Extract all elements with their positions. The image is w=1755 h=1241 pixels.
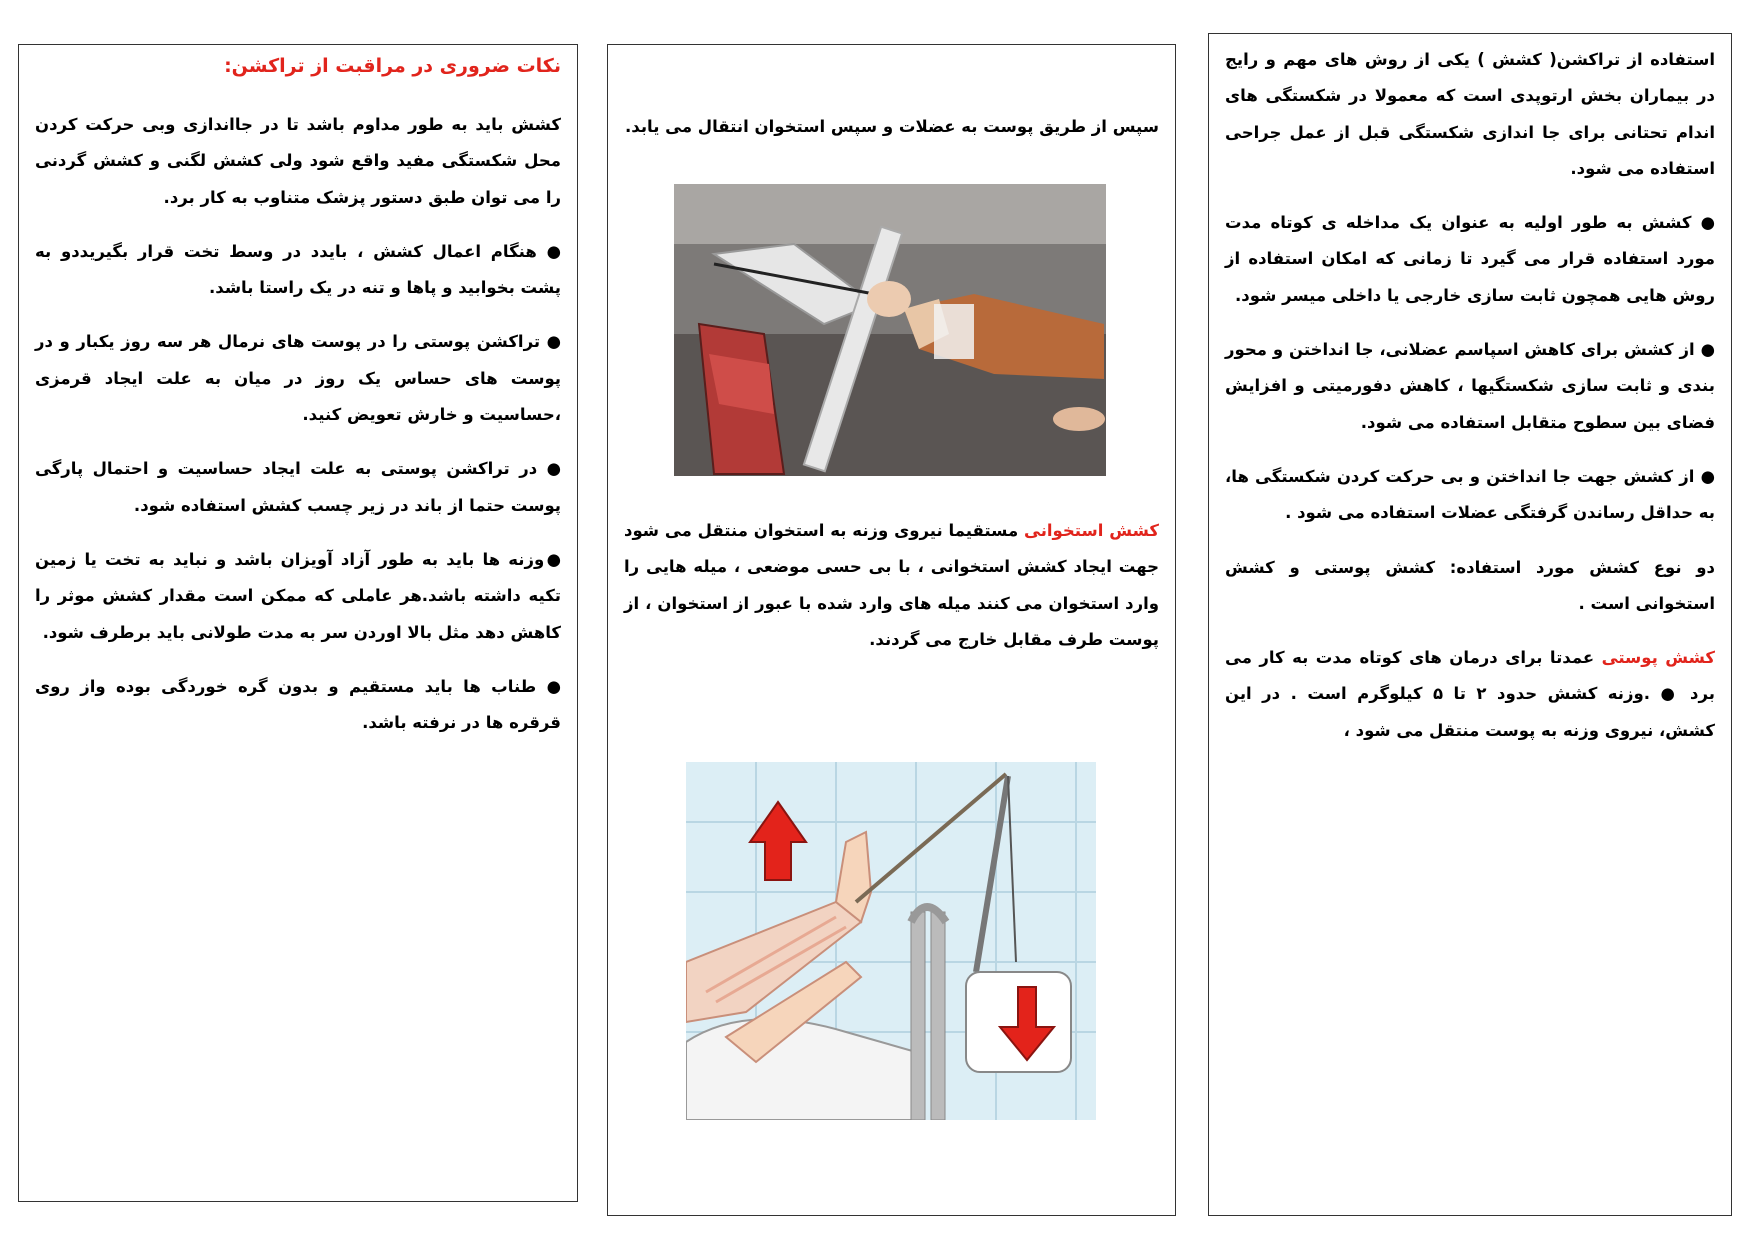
right-paragraph-1: استفاده از تراکشن( کشش ) یکی از روش های مهم و رایج در بیماران بخش ارتوپدی است که معمولا در شکستگی های اندام تحتانی برای جا اندازی شکستگی قبل از عمل جراحی استفاده می شود.	[1225, 50, 1715, 178]
traction-photo	[674, 184, 1106, 476]
left-paragraph-1: کشش باید به طور مداوم باشد تا در جااندازی وبی حرکت کردن محل شکستگی مفید واقع شود ولی کشش لگنی و کشش گردنی را می توان طبق دستور پزشک متناوب به کار برد.	[35, 115, 561, 207]
left-paragraph-5: ●وزنه ها باید به طور آزاد آویزان باشد و نباید به تخت یا زمین تکیه داشته باشد.هر عاملی که ممکن است مقدار کشش موثر را کاهش دهد مثل بالا اوردن سر به مدت طولانی باید برطرف شود.	[35, 549, 561, 642]
left-column-panel	[18, 44, 578, 1202]
skin-traction-text: عمدتا برای درمان های کوتاه مدت به کار می برد ● .وزنه کشش حدود ۲ تا ۵ کیلوگرم است . در این کشش، نیروی وزنه به پوست منتقل می شود ،	[1225, 648, 1715, 740]
right-paragraph-3: ● از کشش برای کاهش اسپاسم عضلانی، جا انداختن و محور بندی و ثابت سازی شکستگیها ، کاهش دفورمیتی و افزایش فضای بین سطوح متقابل استفاده می شود.	[1225, 340, 1715, 432]
care-tips-heading: نکات ضروری در مراقبت از تراکشن:	[224, 55, 561, 77]
traction-photo-drawing	[674, 184, 1106, 476]
skin-traction-drawing	[686, 762, 1096, 1120]
left-text-block	[19, 107, 577, 741]
left-paragraph-6: ● طناب ها باید مستقیم و بدون گره خوردگی بوده واز روی قرقره ها در نرفته باشد.	[35, 676, 561, 733]
right-paragraph-2: ● کشش به طور اولیه به عنوان یک مداخله ی کوتاه مدت مورد استفاده قرار می گیرد تا زمانی که امکان استفاده از روش هایی همچون ثابت سازی خارجی یا داخلی میسر شود.	[1225, 213, 1715, 305]
right-text-block	[1209, 42, 1731, 749]
left-paragraph-2: ● هنگام اعمال کشش ، بایدد در وسط تخت قرار بگیریددو به پشت بخوابید و پاها و تنه در یک راستا باشد.	[35, 241, 561, 298]
right-paragraph-5: دو نوع کشش مورد استفاده: کشش پوستی و کشش استخوانی است .	[1225, 557, 1715, 613]
skeletal-traction-title: کشش استخوانی	[1024, 521, 1159, 540]
right-paragraph-4: ● از کشش جهت جا انداختن و بی حرکت کردن شکستگی ها، به حداقل رساندن گرفتگی عضلات استفاده می شود .	[1225, 466, 1715, 523]
left-paragraph-3: ● تراکشن پوستی را در پوست های نرمال هر سه روز یکبار و در پوست های حساس یک روز در میان به علت ایجاد قرمزی ،حساسیت و خارش تعویض کنید.	[35, 332, 561, 425]
skin-traction-title: کشش پوستی	[1601, 648, 1715, 668]
skeletal-traction-block	[608, 513, 1175, 658]
skin-traction-paragraph	[1225, 640, 1715, 749]
skeletal-traction-text: مستقیما نیروی وزنه به استخوان منتقل می شود جهت ایجاد کشش استخوانی ، با بی حسی موضعی ، میله هایی را وارد استخوان می کنند میله های وارد شده با عبور از استخوان ، از پوست طرف مقابل خارج می گردند.	[624, 521, 1159, 649]
right-column-panel	[1208, 33, 1732, 1216]
left-paragraph-4: ● در تراکشن پوستی به علت ایجاد حساسیت و احتمال پارگی پوست حتما از باند در زیر چسب کشش استفاده شود.	[35, 459, 561, 515]
skin-traction-illustration	[686, 762, 1096, 1120]
middle-intro-text: سپس از طریق پوست به عضلات و سپس استخوان انتقال می یابد.	[625, 117, 1159, 136]
